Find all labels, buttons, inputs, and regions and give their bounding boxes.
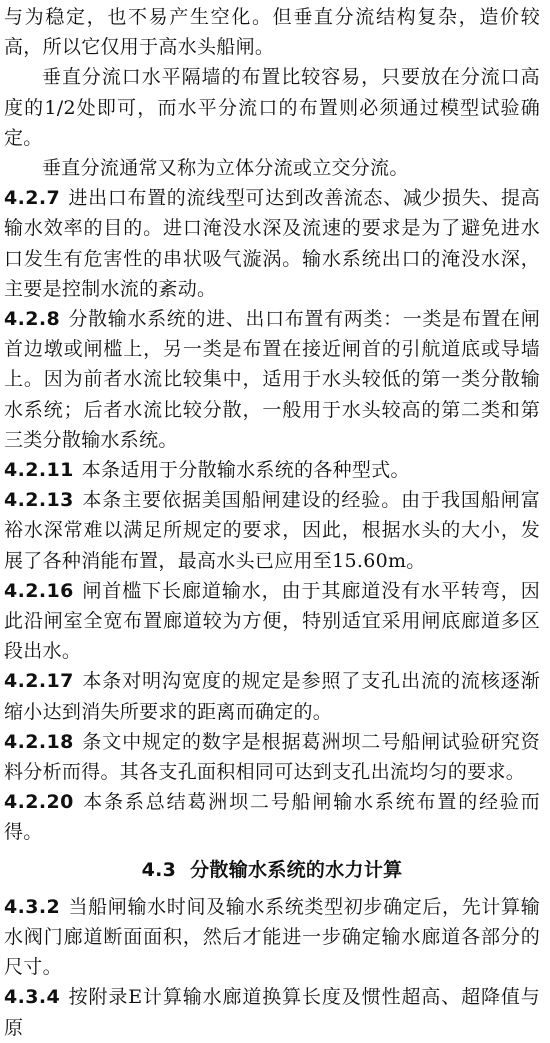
clause-number: 4.2.17 [4, 670, 74, 693]
clause-text: 条文中规定的数字是根据葛洲坝二号船闸试验研究资料分析而得。其各支孔面积相同可达到支孔出流均匀的要求。 [4, 730, 540, 784]
clause-text: 本条系总结葛洲坝二号船闸输水系统布置的经验而得。 [4, 791, 540, 844]
intro-paragraph: 垂直分流口水平隔墙的布置比较容易，只要放在分流口高度的1/2处即可，而水平分流口的布置则必须通过模型试验确定。 [4, 66, 540, 149]
clause-text: 按附录E计算输水廊道换算长度及惯性超高、超降值与原 [4, 986, 540, 1039]
clause-4-2-20 [4, 787, 540, 847]
clause-4-3-2 [4, 892, 540, 983]
clause-number: 4.3.2 [4, 895, 61, 918]
clause-text: 本条对明沟宽度的规定是参照了支孔出流的流核逐渐缩小达到消失所要求的距离而确定的。 [4, 670, 540, 723]
clause-number: 4.2.11 [4, 459, 74, 482]
section-number: 4.3 [141, 858, 177, 881]
clause-number: 4.2.16 [4, 579, 74, 602]
clause-number: 4.2.13 [4, 489, 74, 512]
clause-text: 当船闸输水时间及输水系统类型初步确定后，先计算输水阀门廊道断面面积，然后才能进一步确定输水廊道各部分的尺寸。 [4, 895, 540, 979]
clause-text: 本条主要依据美国船闸建设的经验。由于我国船闸富裕水深常难以满足所规定的要求，因此，根据水头的大小，发展了各种消能布置，最高水头已应用至15.60m。 [4, 489, 540, 572]
intro-paragraph: 垂直分流通常又称为立体分流或立交分流。 [42, 157, 409, 180]
clause-4-2-7 [4, 183, 540, 304]
section-heading [4, 855, 540, 885]
clause-4-2-8 [4, 304, 540, 455]
clause-4-2-17 [4, 666, 540, 726]
clause-4-3-4 [4, 982, 540, 1042]
section-title: 分散输水系统的水力计算 [190, 858, 403, 881]
clause-text: 闸首槛下长廊道输水，由于其廊道没有水平转弯，因此沿闸室全宽布置廊道较为方便，特别适宜采用闸底廊道多区段出水。 [4, 579, 540, 663]
clause-4-2-16 [4, 576, 540, 667]
clause-4-2-13 [4, 485, 540, 576]
clause-number: 4.2.18 [4, 730, 74, 753]
clause-number: 4.2.20 [4, 791, 74, 814]
clause-text: 分散输水系统的进、出口布置有两类：一类是布置在闸首边墩或闸槛上，另一类是布置在接近闸首的引航道底或导墙上。因为前者水流比较集中，适用于水头较低的第一类分散输水系统；后者水流比较分散，一般用于水头较高的第二类和第三类分散输水系统。 [4, 308, 540, 451]
clause-text: 本条适用于分散输水系统的各种型式。 [81, 459, 410, 482]
clause-number: 4.2.7 [4, 187, 61, 210]
clause-4-2-18 [4, 727, 540, 787]
clause-number: 4.3.4 [4, 986, 61, 1009]
clause-4-2-11 [4, 455, 540, 485]
clause-number: 4.2.8 [4, 308, 61, 331]
clause-text: 进出口布置的流线型可达到改善流态、减少损失、提高输水效率的目的。进口淹没水深及流速的要求是为了避免进水口发生有危害性的串状吸气漩涡。输水系统出口的淹没水深，主要是控制水流的紊动。 [4, 187, 540, 300]
intro-paragraph: 与为稳定，也不易产生空化。但垂直分流结构复杂，造价较高，所以它仅用于高水头船闸。 [4, 6, 540, 59]
